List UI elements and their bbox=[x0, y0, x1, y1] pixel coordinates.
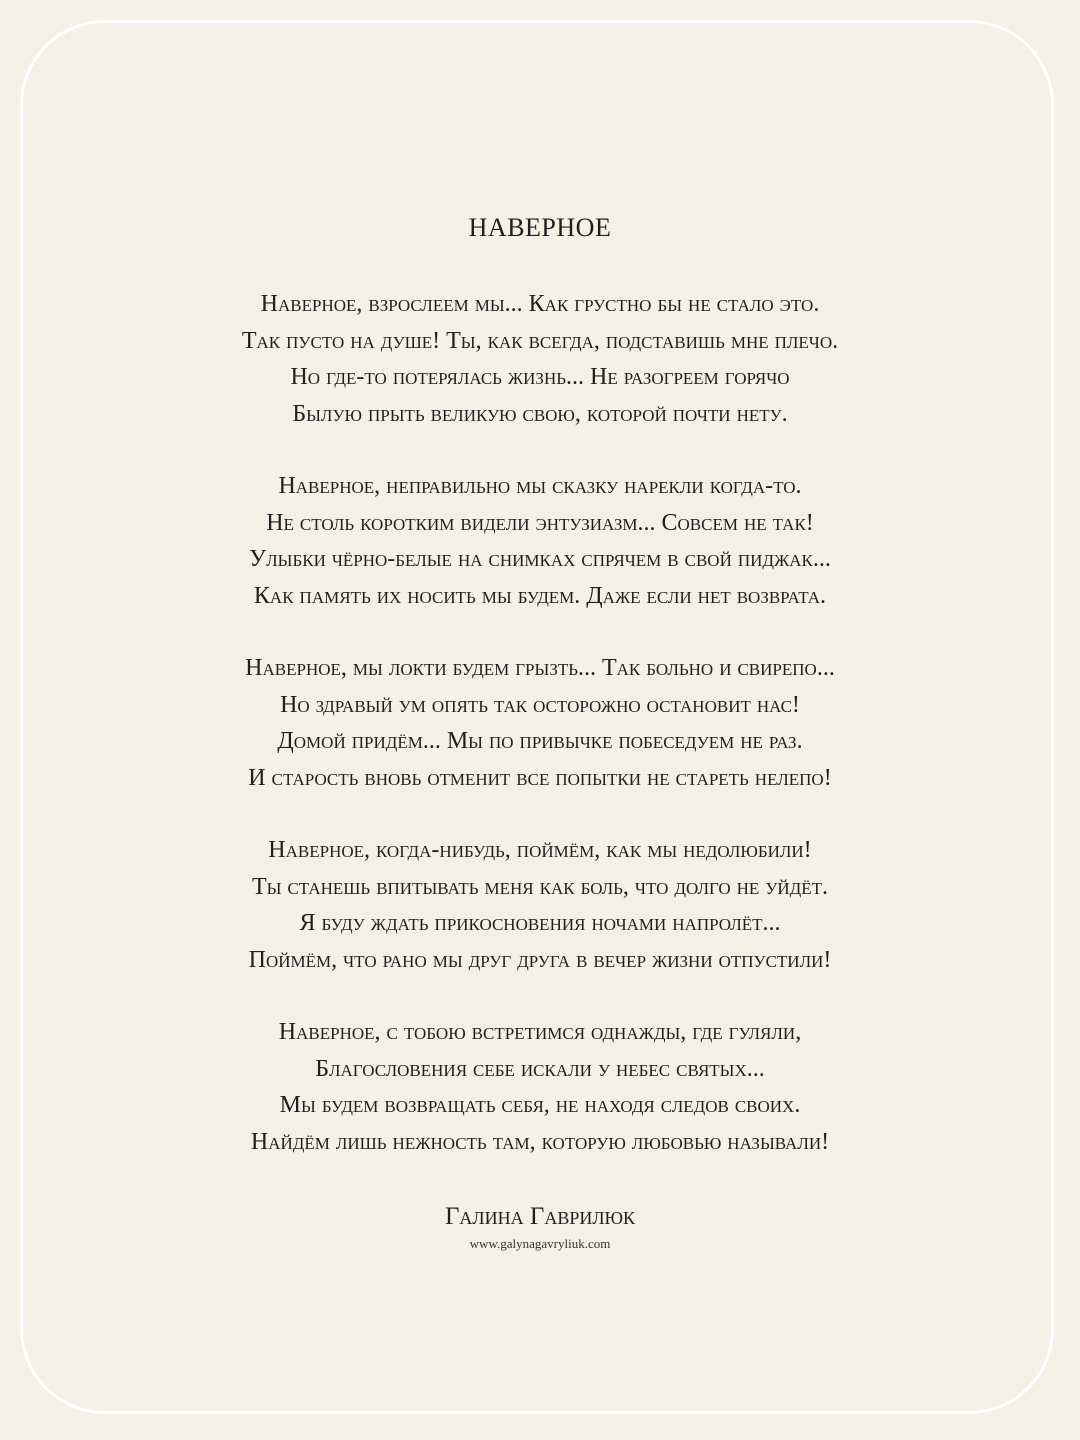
poem-line: Найдём лишь нежность там, которую любовью называли! bbox=[250, 1128, 830, 1155]
poem-line: Былую прыть великую свою, которой почти нету. bbox=[292, 400, 788, 427]
poem-line: Наверное, взрослеем мы... Как грустно бы не стало это. bbox=[260, 291, 820, 317]
poem-line: Наверное, когда-нибудь, поймём, как мы недолюбили! bbox=[268, 837, 812, 863]
poem-line: И старость вновь отменит все попытки не стареть нелепо! bbox=[248, 764, 832, 791]
poem-line: Но где-то потерялась жизнь... Не разогреем горячо bbox=[290, 364, 790, 390]
poem-line: Наверное, мы локти будем грызть... Так больно и свирепо... bbox=[245, 655, 835, 681]
poem-line: Поймём, что рано мы друг друга в вечер жизни отпустили! bbox=[248, 946, 832, 973]
stanza-2 bbox=[0, 468, 1080, 614]
poem-line: Улыбки чёрно-белые на снимках спрячем в свой пиджак... bbox=[249, 546, 831, 572]
poem-line: Домой придём... Мы по привычке побеседуем не раз. bbox=[277, 728, 803, 754]
stanza-5 bbox=[0, 1014, 1080, 1160]
stanza-1 bbox=[0, 286, 1080, 432]
poem bbox=[0, 208, 1080, 1254]
poem-line: Как память их носить мы будем. Даже если нет возврата. bbox=[253, 582, 827, 609]
poem-line: Но здравый ум опять так осторожно остановит нас! bbox=[280, 691, 800, 718]
poem-line: Наверное, неправильно мы сказку нарекли когда-то. bbox=[278, 473, 802, 499]
author-website: www.galynagavryliuk.com bbox=[469, 1236, 611, 1251]
poem-line: Не столь коротким видели энтузиазм... Совсем не так! bbox=[266, 509, 814, 536]
poem-title: НАВЕРНОЕ bbox=[468, 213, 612, 242]
author-name: Галина Гаврилюк bbox=[444, 1203, 636, 1230]
poem-line: Так пусто на душе! Ты, как всегда, подставишь мне плечо. bbox=[241, 327, 839, 354]
poem-line: Мы будем возвращать себя, не находя следов своих. bbox=[279, 1092, 801, 1118]
stanza-4 bbox=[0, 832, 1080, 978]
poem-line: Я буду ждать прикосновения ночами напролёт... bbox=[299, 910, 781, 936]
stanza-3 bbox=[0, 650, 1080, 796]
poem-line: Благословения себе искали у небес святых... bbox=[315, 1055, 765, 1082]
poem-line: Ты станешь впитывать меня как боль, что долго не уйдёт. bbox=[251, 873, 828, 900]
poem-line: Наверное, с тобою встретимся однажды, где гуляли, bbox=[278, 1019, 802, 1045]
